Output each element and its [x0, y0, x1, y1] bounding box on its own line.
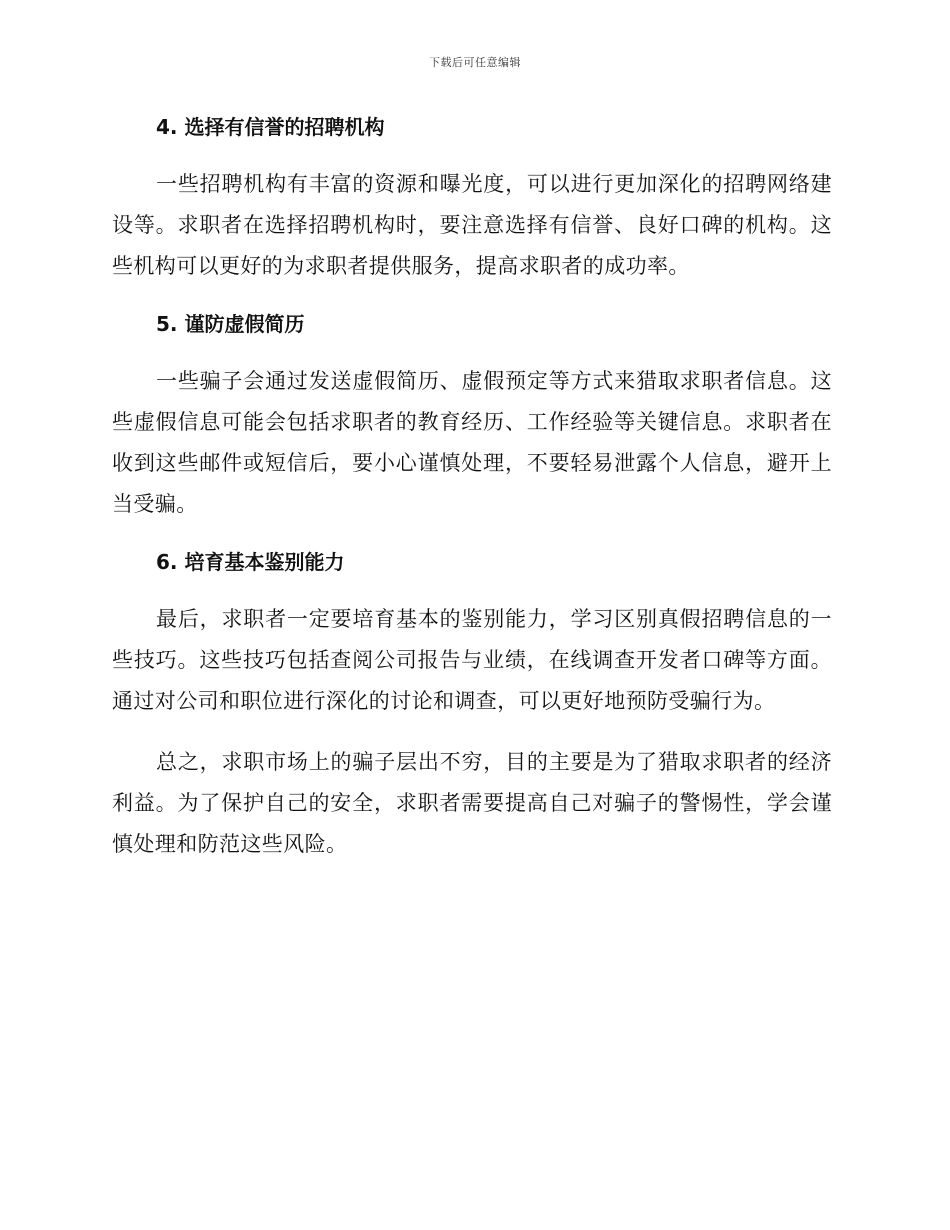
section-4	[112, 110, 832, 287]
page-header-note: 下载后可任意编辑	[429, 56, 521, 69]
section-heading: 5. 谨防虚假简历	[156, 312, 305, 336]
section-paragraph: 一些招聘机构有丰富的资源和曝光度，可以进行更加深化的招聘网络建设等。求职者在选择招聘机构时，要注意选择有信誉、良好口碑的机构。这些机构可以更好的为求职者提供服务，提高求职者的成功率。	[112, 172, 832, 278]
section-heading: 4. 选择有信誉的招聘机构	[156, 115, 385, 139]
conclusion-paragraph: 总之，求职市场上的骗子层出不穷，目的主要是为了猎取求职者的经济利益。为了保护自己的安全，求职者需要提高自己对骗子的警惕性，学会谨慎处理和防范这些风险。	[112, 750, 832, 856]
section-heading: 6. 培育基本鉴别能力	[156, 550, 345, 574]
section-5	[112, 307, 832, 525]
section-paragraph: 一些骗子会通过发送虚假简历、虚假预定等方式来猎取求职者信息。这些虚假信息可能会包括求职者的教育经历、工作经验等关键信息。求职者在收到这些邮件或短信后，要小心谨慎处理，不要轻易泄露个人信息，避开上当受骗。	[112, 369, 832, 516]
section-paragraph: 最后，求职者一定要培育基本的鉴别能力，学习区别真假招聘信息的一些技巧。这些技巧包括查阅公司报告与业绩，在线调查开发者口碑等方面。通过对公司和职位进行深化的讨论和调查，可以更好地预防受骗行为。	[112, 607, 832, 713]
document-body	[112, 110, 832, 885]
section-6	[112, 545, 832, 722]
